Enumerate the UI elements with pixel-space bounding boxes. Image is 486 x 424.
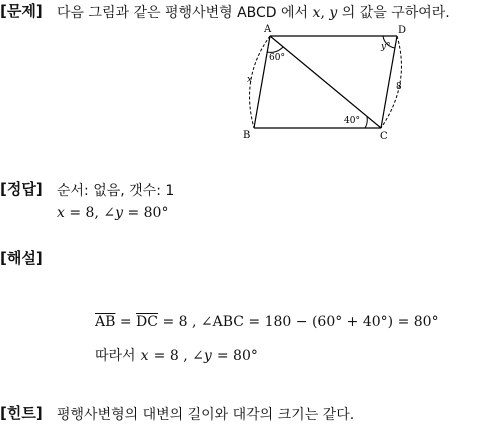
angle-d-label: y° (381, 42, 391, 52)
eq1-equals: = (119, 314, 132, 330)
var-x: x (312, 5, 321, 21)
explanation-eq1 (95, 314, 439, 330)
diagonal-ac (270, 36, 381, 128)
angle-arc-a (267, 47, 283, 52)
answer-y-val: = 80° (127, 205, 169, 221)
answer-label: [정답] (0, 180, 43, 198)
segment-ab: $\overline{AB}$ (95, 314, 116, 330)
problem-text-pre: 다음 그림과 같은 평행사변형 ABCD 에서 (57, 5, 309, 21)
var-y: y (329, 5, 338, 21)
hint-text: 평행사변형의 대변의 길이와 대각의 크기는 같다. (57, 407, 355, 423)
expl-y: y (203, 348, 212, 364)
answer-line1: 순서: 없음, 갯수: 1 (57, 183, 175, 199)
eq1-rest: = 8 , ∠ABC = 180 − (60° + 40°) = 80° (162, 314, 439, 330)
expl-x-val: = 8 , ∠ (153, 348, 204, 364)
problem-text-post: 의 값을 구하여라. (341, 5, 450, 21)
answer-y: y (115, 205, 123, 221)
side-ab (254, 36, 270, 128)
side-dc-label: 8 (396, 82, 402, 92)
angle-c-label: 40° (344, 116, 360, 126)
side-ab-label: x (247, 75, 253, 85)
angle-arc-c (365, 117, 367, 128)
vertex-c: C (380, 131, 388, 142)
therefore-text: 따라서 (95, 348, 136, 364)
problem-text (57, 2, 450, 22)
answer-x: x (57, 205, 65, 221)
parallelogram-figure (240, 22, 415, 144)
arc-ab (250, 36, 270, 128)
problem-label: [문제] (0, 2, 43, 20)
expl-y-val: = 80° (216, 348, 258, 364)
vertex-b: B (243, 130, 251, 141)
expl-x: x (140, 348, 149, 364)
answer-line2 (57, 205, 168, 221)
answer-x-eq: = 8, ∠ (69, 205, 116, 221)
vertex-a: A (264, 24, 272, 35)
explanation-eq2 (95, 345, 258, 365)
comma: , (320, 5, 325, 21)
explanation-label: [해설] (0, 249, 43, 267)
hint-label: [힌트] (0, 404, 43, 422)
segment-dc: $\overline{DC}$ (136, 314, 158, 330)
vertex-d: D (398, 25, 407, 36)
angle-a-label: 60° (269, 53, 285, 63)
